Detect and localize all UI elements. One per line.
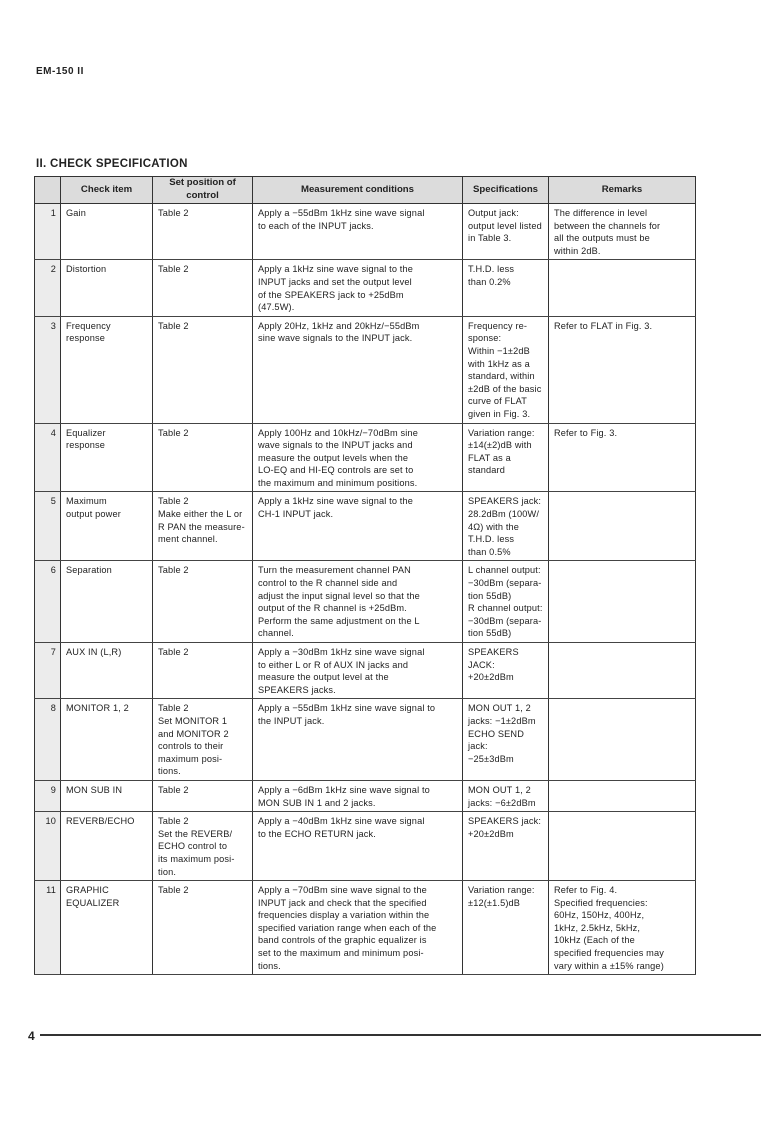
header-specifications: Specifications xyxy=(463,177,549,204)
remarks-cell xyxy=(549,643,696,699)
row-number: 6 xyxy=(35,561,61,643)
specifications-cell: SPEAKERS jack: +20±2dBm xyxy=(463,812,549,881)
measurement-conditions-cell: Apply a −40dBm 1kHz sine wave signal to the ECHO RETURN jack. xyxy=(253,812,463,881)
remarks-cell: Refer to Fig. 3. xyxy=(549,423,696,492)
row-number: 9 xyxy=(35,780,61,811)
remarks-cell xyxy=(549,260,696,316)
check-item-cell: Equalizer response xyxy=(61,423,153,492)
page-number: 4 xyxy=(28,1029,35,1043)
check-item-cell: Distortion xyxy=(61,260,153,316)
table-row xyxy=(35,316,696,423)
remarks-cell: The difference in level between the channels for all the outputs must be within 2dB. xyxy=(549,204,696,260)
measurement-conditions-cell: Apply 20Hz, 1kHz and 20kHz/−55dBm sine wave signals to the INPUT jack. xyxy=(253,316,463,423)
header-check-item: Check item xyxy=(61,177,153,204)
table-body xyxy=(35,204,696,975)
measurement-conditions-cell: Apply a −55dBm 1kHz sine wave signal to each of the INPUT jacks. xyxy=(253,204,463,260)
remarks-cell xyxy=(549,780,696,811)
remarks-cell xyxy=(549,561,696,643)
set-position-cell: Table 2 xyxy=(153,643,253,699)
set-position-cell: Table 2 xyxy=(153,316,253,423)
row-number: 10 xyxy=(35,812,61,881)
check-item-cell: Gain xyxy=(61,204,153,260)
row-number: 3 xyxy=(35,316,61,423)
header-number xyxy=(35,177,61,204)
table-row xyxy=(35,204,696,260)
specifications-cell: T.H.D. less than 0.2% xyxy=(463,260,549,316)
header-set-position: Set position of control xyxy=(153,177,253,204)
section-title: II. CHECK SPECIFICATION xyxy=(36,158,188,170)
table-row xyxy=(35,881,696,975)
check-specification-table xyxy=(34,176,696,975)
header-remarks: Remarks xyxy=(549,177,696,204)
specifications-cell: SPEAKERS JACK: +20±2dBm xyxy=(463,643,549,699)
check-item-cell: MON SUB IN xyxy=(61,780,153,811)
row-number: 11 xyxy=(35,881,61,975)
specifications-cell: MON OUT 1, 2 jacks: −6±2dBm xyxy=(463,780,549,811)
measurement-conditions-cell: Apply a −70dBm sine wave signal to the INPUT jack and check that the specified frequencies display a variation within the specified variation range when each of the band controls of the graphic equalizer is set to the maximum and minimum posi- tions. xyxy=(253,881,463,975)
measurement-conditions-cell: Apply 100Hz and 10kHz/−70dBm sine wave signals to the INPUT jacks and measure the output levels when the LO-EQ and HI-EQ controls are set to the maximum and minimum positions. xyxy=(253,423,463,492)
check-item-cell: MONITOR 1, 2 xyxy=(61,699,153,781)
set-position-cell: Table 2 Set MONITOR 1 and MONITOR 2 controls to their maximum posi- tions. xyxy=(153,699,253,781)
set-position-cell: Table 2 xyxy=(153,423,253,492)
table-row xyxy=(35,492,696,561)
check-item-cell: Maximum output power xyxy=(61,492,153,561)
row-number: 8 xyxy=(35,699,61,781)
remarks-cell xyxy=(549,699,696,781)
table-row xyxy=(35,423,696,492)
header-measurement-conditions: Measurement conditions xyxy=(253,177,463,204)
row-number: 1 xyxy=(35,204,61,260)
check-item-cell: AUX IN (L,R) xyxy=(61,643,153,699)
model-label: EM-150 II xyxy=(36,66,84,77)
row-number: 4 xyxy=(35,423,61,492)
table-header-row xyxy=(35,177,696,204)
measurement-conditions-cell: Apply a −6dBm 1kHz sine wave signal to MON SUB IN 1 and 2 jacks. xyxy=(253,780,463,811)
specifications-cell: L channel output: −30dBm (separa- tion 55dB) R channel output: −30dBm (separa- tion 55dB) xyxy=(463,561,549,643)
table-row xyxy=(35,699,696,781)
table-row xyxy=(35,260,696,316)
remarks-cell xyxy=(549,812,696,881)
check-item-cell: GRAPHIC EQUALIZER xyxy=(61,881,153,975)
row-number: 5 xyxy=(35,492,61,561)
set-position-cell: Table 2 xyxy=(153,780,253,811)
remarks-cell xyxy=(549,492,696,561)
row-number: 2 xyxy=(35,260,61,316)
set-position-cell: Table 2 xyxy=(153,881,253,975)
specifications-cell: SPEAKERS jack: 28.2dBm (100W/ 4Ω) with the T.H.D. less than 0.5% xyxy=(463,492,549,561)
measurement-conditions-cell: Apply a 1kHz sine wave signal to the INPUT jacks and set the output level of the SPEAKERS jack to +25dBm (47.5W). xyxy=(253,260,463,316)
set-position-cell: Table 2 Set the REVERB/ ECHO control to its maximum posi- tion. xyxy=(153,812,253,881)
set-position-cell: Table 2 xyxy=(153,204,253,260)
measurement-conditions-cell: Apply a 1kHz sine wave signal to the CH-1 INPUT jack. xyxy=(253,492,463,561)
measurement-conditions-cell: Apply a −55dBm 1kHz sine wave signal to the INPUT jack. xyxy=(253,699,463,781)
check-item-cell: REVERB/ECHO xyxy=(61,812,153,881)
measurement-conditions-cell: Turn the measurement channel PAN control to the R channel side and adjust the input signal level so that the output of the R channel is +25dBm. Perform the same adjustment on the L channel. xyxy=(253,561,463,643)
specifications-cell: Variation range: ±14(±2)dB with FLAT as a standard xyxy=(463,423,549,492)
table-row xyxy=(35,561,696,643)
set-position-cell: Table 2 Make either the L or R PAN the measure- ment channel. xyxy=(153,492,253,561)
set-position-cell: Table 2 xyxy=(153,260,253,316)
remarks-cell: Refer to Fig. 4. Specified frequencies: 60Hz, 150Hz, 400Hz, 1kHz, 2.5kHz, 5kHz, 10kHz (Each of the specified frequencies may vary within a ±15% range) xyxy=(549,881,696,975)
row-number: 7 xyxy=(35,643,61,699)
footer-rule xyxy=(40,1034,761,1036)
measurement-conditions-cell: Apply a −30dBm 1kHz sine wave signal to either L or R of AUX IN jacks and measure the output level at the SPEAKERS jacks. xyxy=(253,643,463,699)
specifications-cell: Variation range: ±12(±1.5)dB xyxy=(463,881,549,975)
specifications-cell: MON OUT 1, 2 jacks: −1±2dBm ECHO SEND jack: −25±3dBm xyxy=(463,699,549,781)
specifications-cell: Frequency re- sponse: Within −1±2dB with 1kHz as a standard, within ±2dB of the basic curve of FLAT given in Fig. 3. xyxy=(463,316,549,423)
check-item-cell: Separation xyxy=(61,561,153,643)
table-row xyxy=(35,780,696,811)
table-row xyxy=(35,812,696,881)
remarks-cell: Refer to FLAT in Fig. 3. xyxy=(549,316,696,423)
specifications-cell: Output jack: output level listed in Table 3. xyxy=(463,204,549,260)
check-item-cell: Frequency response xyxy=(61,316,153,423)
set-position-cell: Table 2 xyxy=(153,561,253,643)
table-row xyxy=(35,643,696,699)
